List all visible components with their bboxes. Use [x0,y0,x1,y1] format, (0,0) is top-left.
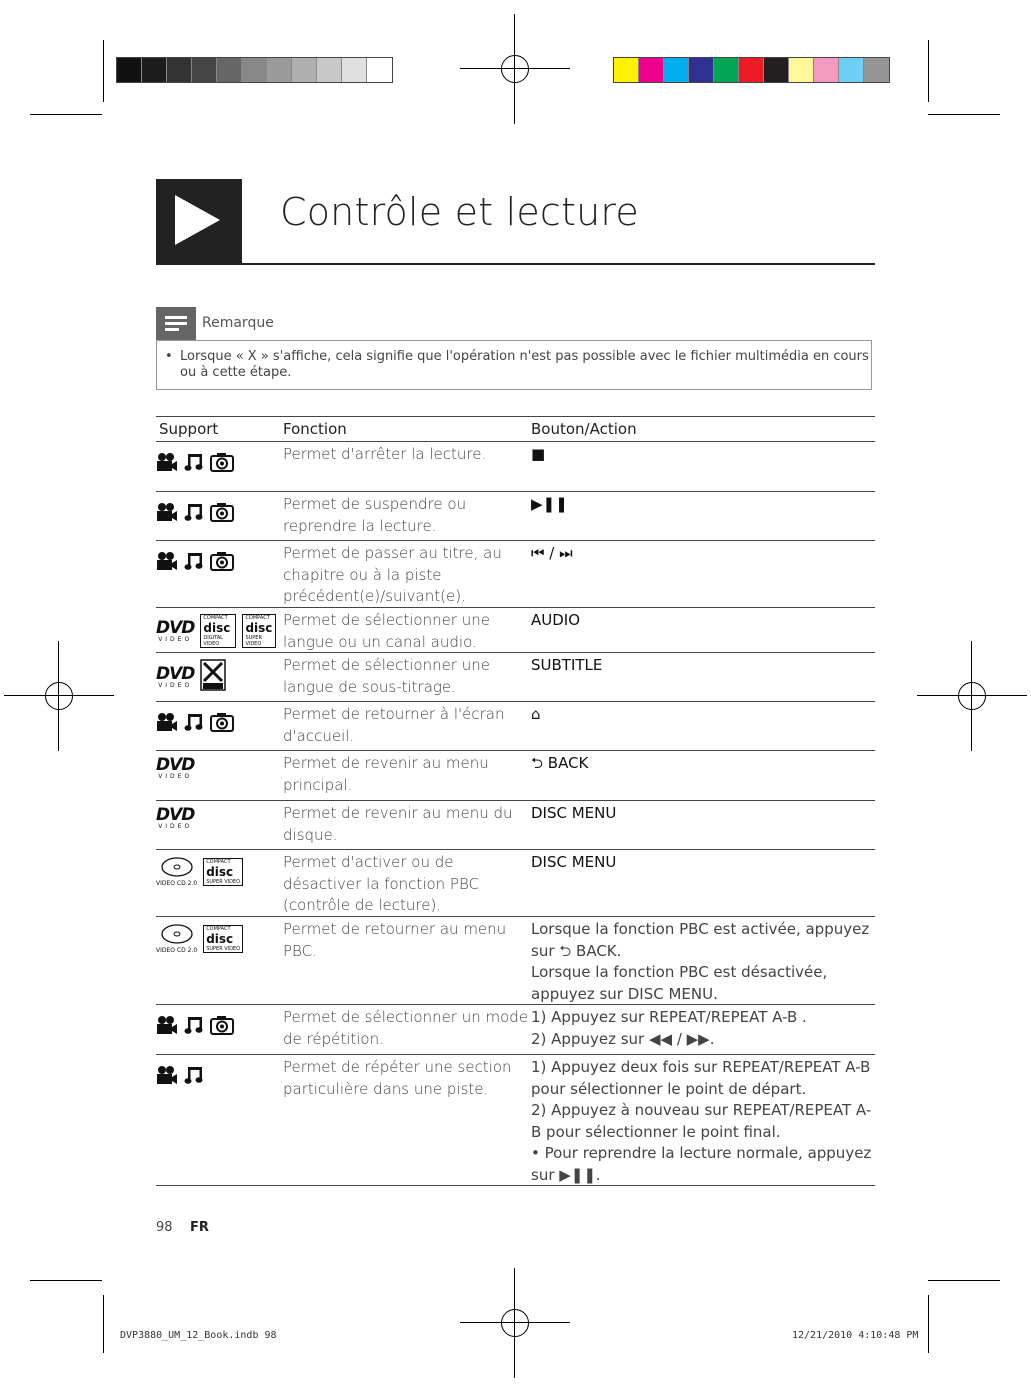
color-swatch [689,58,714,82]
color-swatch [764,58,789,82]
function-cell: Permet de retourner à l'écran d'accueil. [283,705,505,745]
gray-swatch [317,58,342,82]
registration-mark-left [4,641,114,751]
support-cell [156,1065,276,1089]
support-cell [156,757,276,780]
support-logos [156,856,276,887]
action-text: ⮌ BACK [531,754,589,772]
table-header [156,416,875,442]
disc-logo-text: disc [203,621,231,635]
action-text: DISC MENU [531,853,617,871]
vcd-logo-text: VIDEO CD 2.0 [156,880,198,887]
function-cell: Permet de retourner au menu PBC. [283,920,507,960]
media-icons [156,1065,276,1089]
slug-date: 12/21/2010 4:10:48 PM [792,1330,919,1341]
color-swatch [714,58,739,82]
music-icon [184,1015,204,1039]
music-icon [184,502,204,526]
vcd-logo-text: VIDEO CD 2.0 [156,947,198,954]
color-swatch [814,58,839,82]
color-swatch [839,58,864,82]
gray-swatch [142,58,167,82]
support-logos [156,659,276,695]
support-logos [156,757,276,780]
disc-logo-compact: COMPACT [203,615,228,621]
support-cell [156,659,276,695]
table-row [156,541,875,608]
support-cell [156,1015,276,1039]
color-swatch [864,58,889,82]
action-cell [531,753,875,775]
gray-swatch [117,58,142,82]
support-cell [156,807,276,830]
action-cell [531,919,875,1005]
registration-mark-top [460,14,570,124]
slug-file: DVP3880_UM_12_Book.indb 98 [120,1330,277,1341]
function-cell: Permet de revenir au menu du disque. [283,804,513,844]
disc-logo-compact: COMPACT [206,925,231,932]
function-cell: Permet de suspendre ou reprendre la lecture. [283,495,467,535]
function-cell: Permet de sélectionner une langue ou un canal audio. [283,611,490,651]
music-icon [184,1065,204,1089]
movie-icon [156,1065,178,1089]
dvd-video-logo [156,757,194,780]
controls-table [156,416,875,1186]
dvd-logo-subtext: VIDEO [158,681,193,689]
function-cell: Permet de répéter une section particulière dans une piste. [283,1058,512,1098]
gray-swatch [367,58,392,82]
movie-icon [156,452,178,476]
disc-logo-sub: SUPER VIDEO [206,878,241,885]
photo-icon [210,452,234,476]
dvd-video-logo [156,807,194,830]
action-text: ■ [531,445,546,463]
disc-logo-sub: SUPER VIDEO [245,635,262,647]
support-cell [156,502,276,526]
note-bullet: • [165,349,173,364]
divx-logo [200,659,226,695]
support-logos [156,923,276,954]
color-calibration-strip [613,57,890,83]
action-line: 1) Appuyez deux fois sur REPEAT/REPEAT A-B pour sélectionner le point de départ. [531,1058,871,1098]
note-text: Lorsque « X » s'affiche, cela signifie que l'opération n'est pas possible avec le fichier multimédia en cours ou à cette étape. [180,349,869,380]
page-title: Contrôle et lecture [280,190,639,234]
color-swatch [664,58,689,82]
photo-icon [210,502,234,526]
disc-logo-sub: DIGITAL VIDEO [203,635,223,647]
dvd-logo-subtext: VIDEO [158,773,193,780]
support-cell [156,614,276,648]
table-row [156,442,875,492]
action-cell [531,494,875,516]
support-cell [156,923,276,954]
media-icons [156,1015,276,1039]
function-cell: Permet d'arrêter la lecture. [283,445,487,463]
support-cell [156,452,276,476]
dvd-video-logo [156,617,195,643]
dvd-logo-subtext: VIDEO [158,823,193,830]
gray-swatch [242,58,267,82]
note-label: Remarque [202,315,274,331]
media-icons [156,712,276,736]
media-icons [156,452,276,476]
support-logos [156,807,276,830]
note-icon [156,307,196,340]
color-swatch [639,58,664,82]
disc-logo-compact: COMPACT [245,615,270,621]
color-swatch [614,58,639,82]
gray-swatch [267,58,292,82]
support-cell [156,551,276,575]
gray-swatch [292,58,317,82]
page-number: 98 [156,1220,173,1235]
action-text: ▶❚❚ [531,495,568,513]
action-text: AUDIO [531,611,581,629]
action-cell [531,1007,875,1050]
action-line: Lorsque la fonction PBC est activée, appuyez sur ⮌ BACK. [531,920,870,960]
support-cell [156,856,276,887]
dvd-logo-subtext: VIDEO [158,635,193,643]
dvd-video-logo [156,663,195,689]
photo-icon [210,551,234,575]
action-cell [531,852,875,874]
dvd-logo-text: DVD [156,617,195,638]
table-row [156,917,875,1005]
video-cd-logo [156,923,197,954]
function-cell: Permet de sélectionner un mode de répétition. [283,1008,529,1048]
table-row [156,492,875,541]
photo-icon [210,712,234,736]
header-support: Support [159,420,219,438]
table-row [156,1055,875,1186]
action-cell [531,655,875,677]
movie-icon [156,551,178,575]
dvd-logo-text: DVD [156,755,195,775]
action-cell [531,610,875,632]
action-cell [531,1057,875,1186]
language-code: FR [190,1220,209,1235]
color-swatch [739,58,764,82]
movie-icon [156,1015,178,1039]
header-bouton: Bouton/Action [531,420,637,438]
music-icon [184,452,204,476]
action-text: SUBTITLE [531,656,603,674]
table-row [156,850,875,917]
action-line: • Pour reprendre la lecture normale, appuyez sur ▶❚❚. [531,1144,872,1184]
movie-icon [156,502,178,526]
action-line: 1) Appuyez sur REPEAT/REPEAT A-B . [531,1008,807,1026]
action-cell [531,803,875,825]
function-cell: Permet de revenir au menu principal. [283,754,489,794]
gray-calibration-strip [116,57,393,83]
compact-disc-logo [242,614,276,648]
gray-swatch [217,58,242,82]
function-cell: Permet de passer au titre, au chapitre ou à la piste précédent(e)/suivant(e). [283,544,502,605]
table-row [156,801,875,850]
action-cell [531,444,875,466]
support-logos [156,614,276,648]
table-row [156,751,875,801]
music-icon [184,712,204,736]
registration-mark-bottom [460,1268,570,1378]
video-cd-logo [156,856,197,887]
color-swatch [789,58,814,82]
disc-logo-sub: SUPER VIDEO [206,945,241,952]
table-row [156,608,875,653]
action-cell [531,543,875,565]
gray-swatch [342,58,367,82]
table-row [156,702,875,751]
support-cell [156,712,276,736]
action-text: DISC MENU [531,804,617,822]
action-line: 2) Appuyez à nouveau sur REPEAT/REPEAT A-B pour sélectionner le point final. [531,1101,872,1141]
compact-disc-logo [200,614,236,648]
registration-mark-right [917,641,1027,751]
disc-logo-text: disc [206,864,234,879]
disc-logo-text: disc [245,621,273,635]
action-line: Lorsque la fonction PBC est désactivée, appuyez sur DISC MENU. [531,963,828,1003]
action-text: ⏮ / ⏭ [531,544,573,562]
gray-swatch [192,58,217,82]
disc-logo-compact: COMPACT [206,858,231,865]
function-cell: Permet d'activer ou de désactiver la fonction PBC (contrôle de lecture). [283,853,480,914]
title-rule [156,263,875,265]
table-row [156,653,875,702]
chapter-icon [156,179,242,265]
header-fonction: Fonction [283,420,347,438]
compact-disc-logo [203,858,243,886]
function-cell: Permet de sélectionner une langue de sous-titrage. [283,656,490,696]
movie-icon [156,712,178,736]
table-row [156,1005,875,1055]
media-icons [156,551,276,575]
action-cell [531,704,875,726]
action-line: 2) Appuyez sur ◀◀ / ▶▶. [531,1029,715,1048]
disc-logo-text: disc [206,931,234,946]
dvd-logo-text: DVD [156,805,195,825]
action-text: ⌂ [531,705,541,723]
compact-disc-logo [203,925,243,953]
gray-swatch [167,58,192,82]
dvd-logo-text: DVD [156,663,195,684]
media-icons [156,502,276,526]
photo-icon [210,1015,234,1039]
music-icon [184,551,204,575]
